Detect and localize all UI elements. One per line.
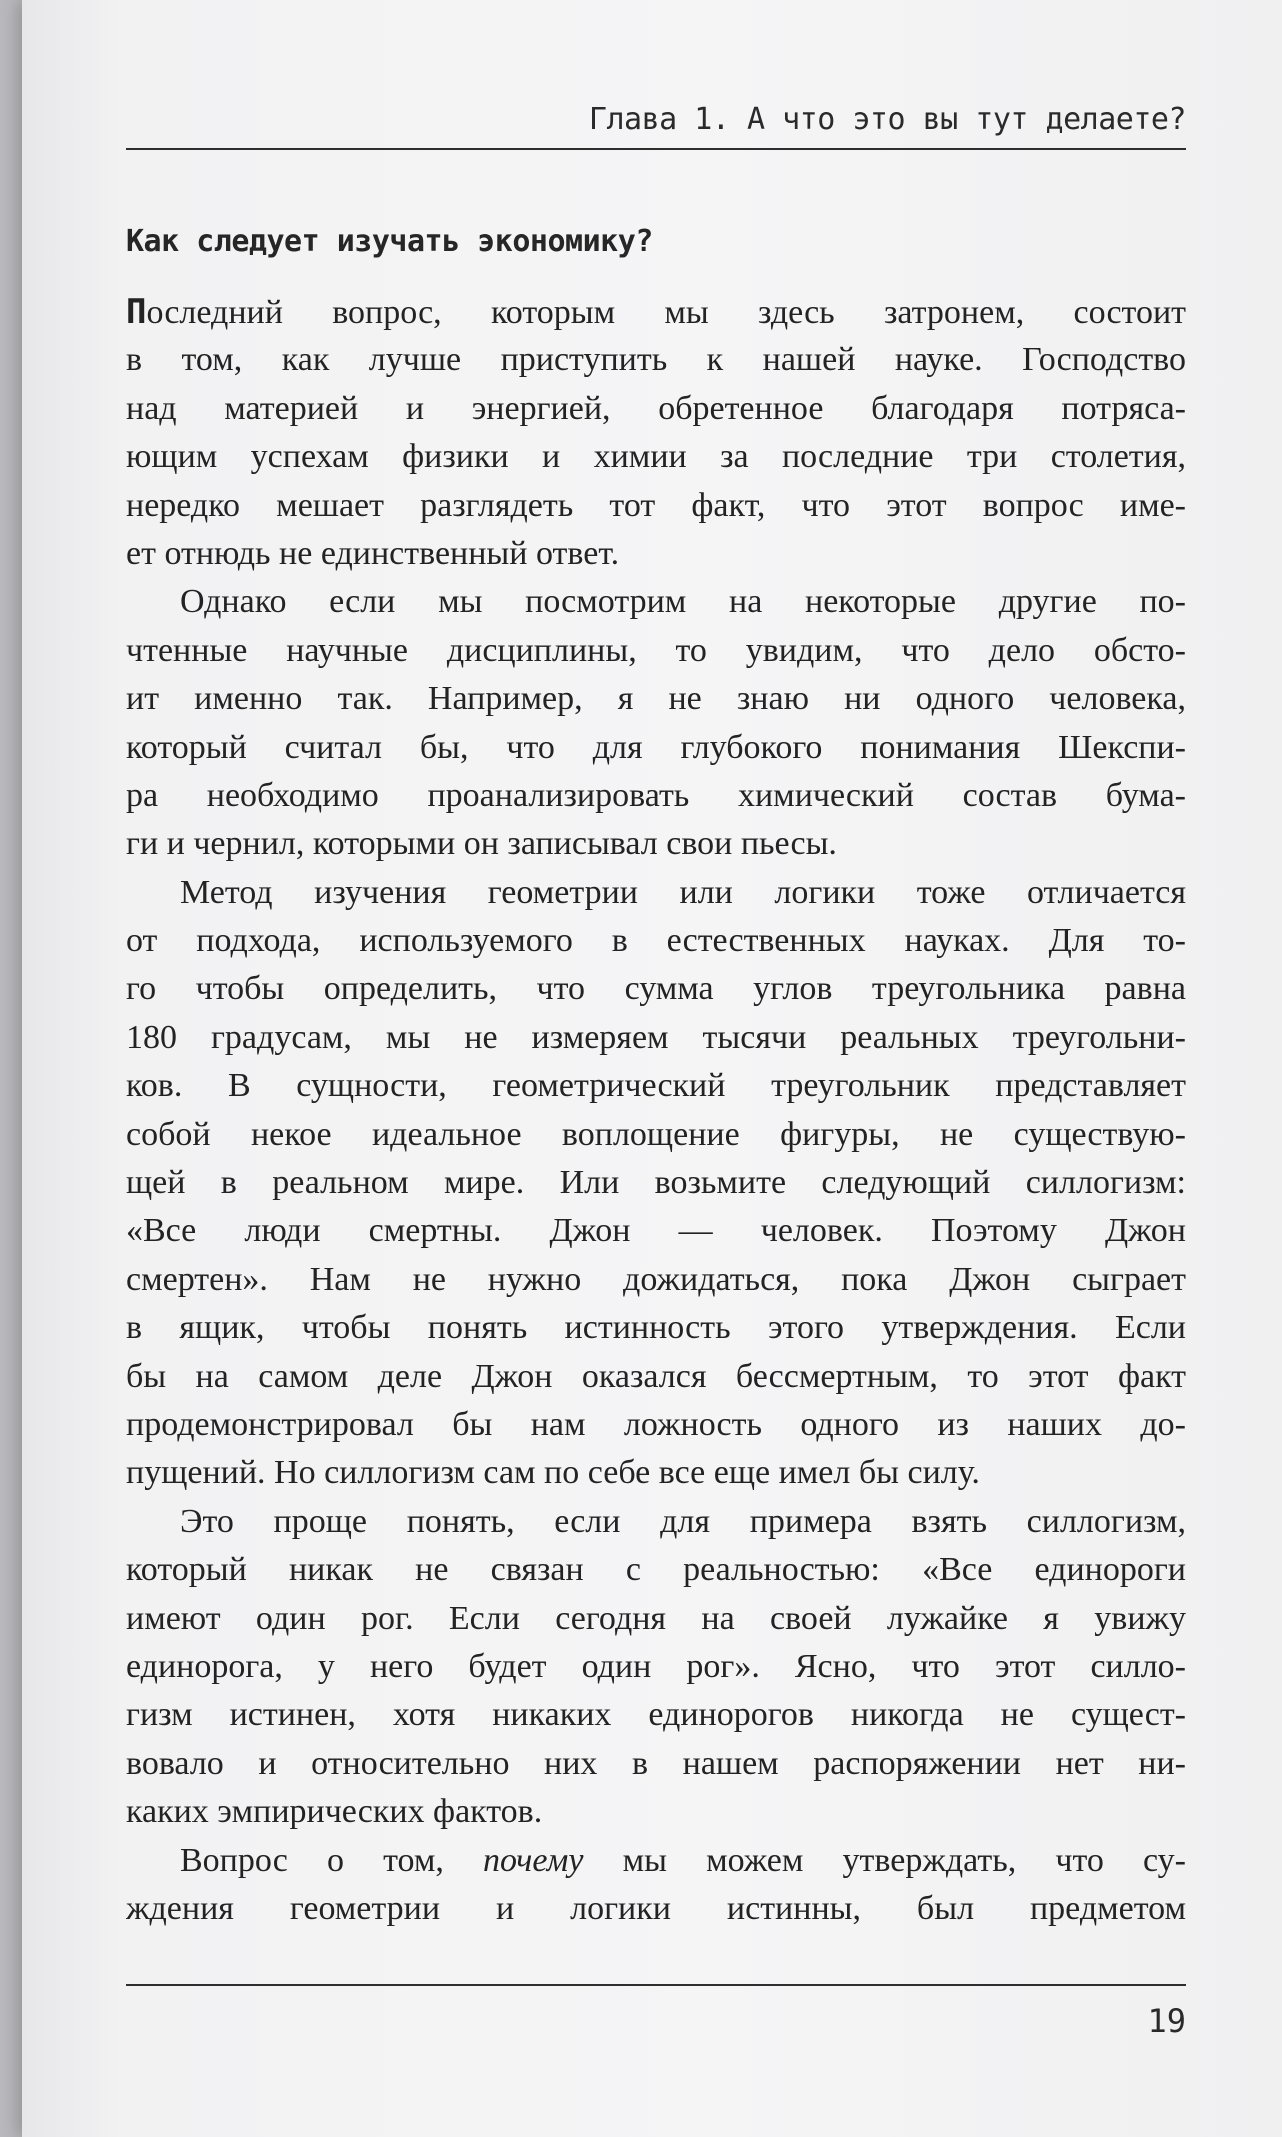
text-line: гизм истинен, хотя никаких единорогов никогда не сущест- xyxy=(126,1696,1186,1734)
text-line: смертен». Нам не нужно дожидаться, пока Джон сыграет xyxy=(126,1260,1186,1298)
page-number: 19 xyxy=(1147,2002,1186,2040)
text-line: го чтобы определить, что сумма углов треугольника равна xyxy=(126,970,1186,1008)
book-page xyxy=(22,0,1282,2137)
text-line: в ящик, чтобы понять истинность этого утверждения. Если xyxy=(126,1309,1186,1347)
line-text: оследний вопрос, которым мы здесь затронем, состоит xyxy=(146,294,1186,331)
text-line: ет отнюдь не единственный ответ. xyxy=(126,534,620,572)
text-line: бы на самом деле Джон оказался бессмертным, то этот факт xyxy=(126,1357,1186,1395)
text-line: имеют один рог. Если сегодня на своей лужайке я увижу xyxy=(126,1599,1186,1637)
section-heading: Как следует изучать экономику? xyxy=(126,224,653,259)
running-head-text: Глава 1. А что это вы тут делаете? xyxy=(588,102,1186,137)
text-line: собой некое идеальное воплощение фигуры, не существую- xyxy=(126,1115,1186,1153)
line-text: Вопрос о том, xyxy=(180,1841,484,1879)
text-line: продемонстрировал бы нам ложность одного из наших до- xyxy=(126,1405,1186,1443)
drop-letter: П xyxy=(126,292,147,332)
body-text xyxy=(126,288,1186,1933)
text-line: единорога, у него будет один рог». Ясно, что этот силло- xyxy=(126,1647,1186,1685)
paragraph-4 xyxy=(126,1498,1186,1837)
text-line: Это проще понять, если для примера взять силлогизм, xyxy=(180,1502,1186,1540)
line-text: мы можем утверждать, что су- xyxy=(583,1841,1186,1879)
text-line: ждения геометрии и логики истинны, был предметом xyxy=(126,1889,1186,1927)
text-line: Однако если мы посмотрим на некоторые другие по- xyxy=(180,583,1186,621)
paragraph-2 xyxy=(126,578,1186,868)
text-line: ит именно так. Например, я не знаю ни одного человека, xyxy=(126,680,1186,718)
text-line: который никак не связан с реальностью: «Все единороги xyxy=(126,1551,1186,1589)
text-line: в том, как лучше приступить к нашей науке. Господство xyxy=(126,341,1186,379)
text-line: ков. В сущности, геометрический треугольник представляет xyxy=(126,1067,1186,1105)
text-line: пущений. Но силлогизм сам по себе все еще имел бы силу. xyxy=(126,1454,980,1492)
paragraph-5 xyxy=(126,1837,1186,1934)
text-line: Метод изучения геометрии или логики тоже отличается xyxy=(180,873,1186,911)
text-line: ра необходимо проанализировать химический состав бума- xyxy=(126,776,1186,814)
text-line: ющим успехам физики и химии за последние три столетия, xyxy=(126,438,1186,476)
footer-rule xyxy=(126,1984,1186,1986)
text-line: вовало и относительно них в нашем распоряжении нет ни- xyxy=(126,1744,1186,1782)
text-line: ги и чернил, которыми он записывал свои пьесы. xyxy=(126,825,837,863)
text-line: чтенные научные дисциплины, то увидим, что дело обсто- xyxy=(126,631,1186,669)
text-line: щей в реальном мире. Или возьмите следующий силлогизм: xyxy=(126,1164,1186,1202)
paragraph-1 xyxy=(126,288,1186,578)
text-line: каких эмпирических фактов. xyxy=(126,1793,543,1831)
paragraph-3 xyxy=(126,869,1186,1498)
text-line xyxy=(126,1837,1186,1885)
text-line xyxy=(126,288,1186,336)
text-line: нередко мешает разглядеть тот факт, что этот вопрос име- xyxy=(126,486,1186,524)
text-line: 180 градусам, мы не измеряем тысячи реальных треугольни- xyxy=(126,1018,1186,1056)
text-line: «Все люди смертны. Джон — человек. Поэтому Джон xyxy=(126,1212,1186,1250)
emphasis-text: почему xyxy=(483,1841,584,1879)
text-line: от подхода, используемого в естественных науках. Для то- xyxy=(126,922,1186,960)
text-line: над материей и энергией, обретенное благодаря потряса- xyxy=(126,389,1186,427)
running-head xyxy=(126,96,1186,150)
text-line: который считал бы, что для глубокого понимания Шекспи- xyxy=(126,728,1186,766)
